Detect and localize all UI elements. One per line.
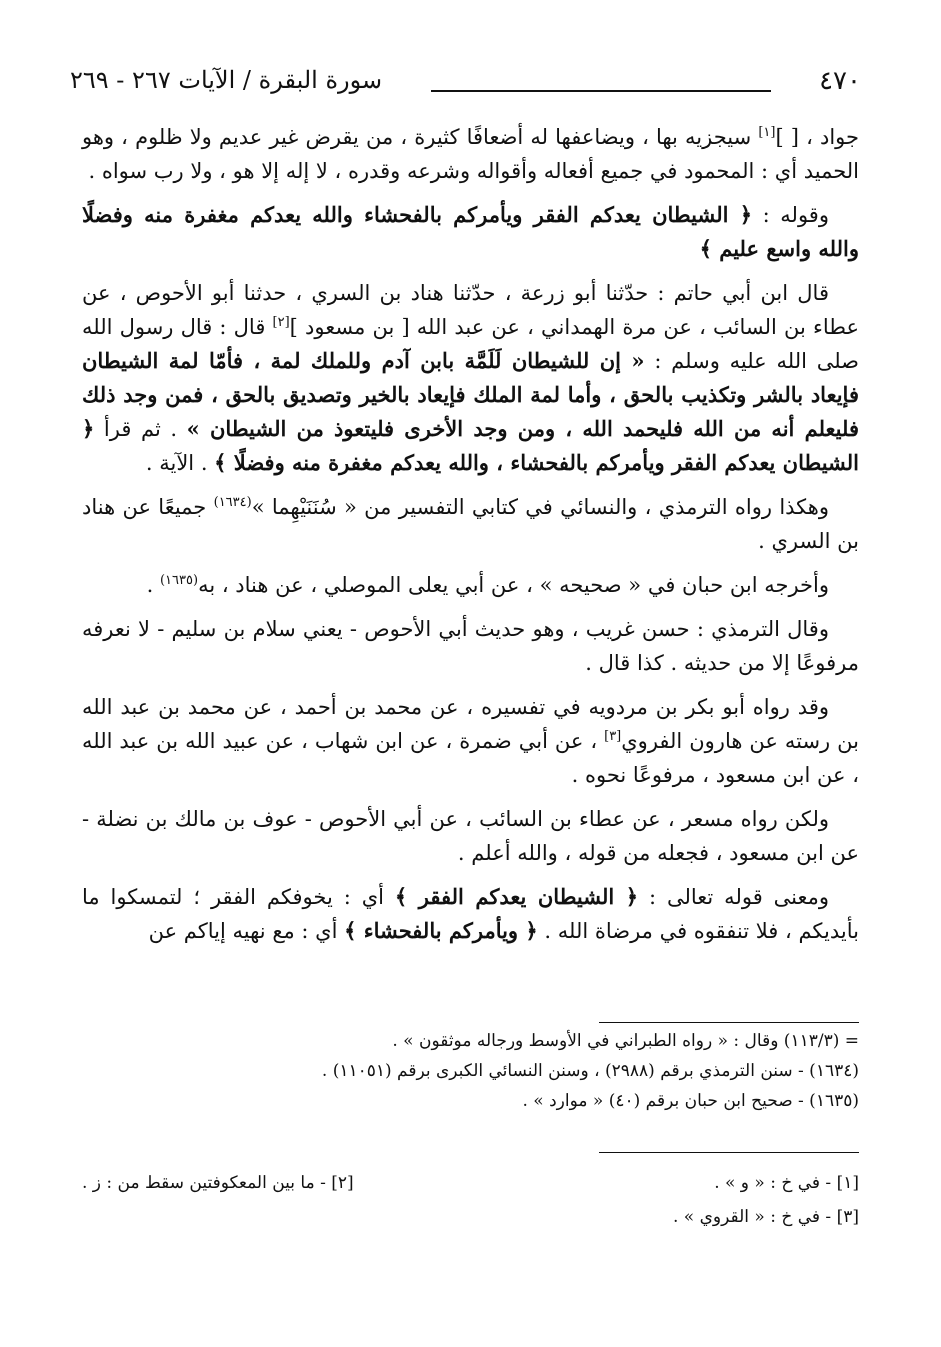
paragraph-7 bbox=[82, 690, 859, 792]
text: ومعنى قوله تعالى : bbox=[638, 885, 830, 909]
quran-verse: ﴿ الشيطان يعدكم الفقر ويأمركم بالفحشاء والله يعدكم مغفرة منه وفضلًا والله واسع عليم ﴾ bbox=[82, 202, 859, 261]
footnote: (١٦٣٤) - سنن الترمذي برقم (٢٩٨٨) ، وسنن النسائي الكبرى برقم (١١٠٥١) . bbox=[321, 1061, 859, 1081]
footnote: [٣] - في خ : « القروي » . bbox=[673, 1207, 859, 1227]
paragraph-6: وقال الترمذي : حسن غريب ، وهو حديث أبي الأحوص - يعني سلام بن سليم - لا نعرفه مرفوعًا إلا من حديثه . كذا قال . bbox=[82, 617, 859, 675]
footnote-ref: (١٦٣٤) bbox=[213, 495, 252, 510]
text: وهكذا رواه الترمذي ، والنسائي في كتابي التفسير من « سُنَنَيْهِما » bbox=[251, 495, 829, 519]
text: قال : قال رسول الله صلى الله عليه وسلم : bbox=[82, 315, 859, 373]
text: ، عن أبي ضمرة ، عن ابن شهاب ، عن عبيد الله بن عبد الله ، عن ابن مسعود ، مرفوعًا نحوه . bbox=[82, 729, 859, 787]
paragraph-2 bbox=[82, 198, 859, 266]
page-number: ٤٧٠ bbox=[819, 66, 861, 96]
footnote: (١٦٣٥) - صحيح ابن حبان برقم (٤٠) « موارد » . bbox=[522, 1091, 859, 1111]
quran-verse: ﴿ ويأمركم بالفحشاء ﴾ bbox=[344, 918, 538, 943]
text: سيجزيه بها ، ويضاعفها له أضعافًا كثيرة ، من يقرض غير عديم ولا ظلوم ، وهو الحميد أي : المحمود في جميع أفعاله وأقواله وشرعه وقدره ، لا إله إلا هو ، ولا رب سواه . bbox=[82, 125, 859, 183]
paragraph-1 bbox=[82, 120, 859, 188]
footnote: [١] - في خ : « و » . bbox=[714, 1173, 859, 1193]
footnote-rule bbox=[599, 1022, 859, 1023]
surah-title: سورة البقرة / الآيات ٢٦٧ - ٢٦٩ bbox=[70, 66, 383, 94]
paragraph-5 bbox=[82, 568, 859, 602]
text: . ثم قرأ bbox=[94, 417, 187, 441]
quran-verse: ﴿ الشيطان يعدكم الفقر ﴾ bbox=[394, 884, 639, 909]
paragraph-8: ولكن رواه مسعر ، عن عطاء بن السائب ، عن أبي الأحوص - عوف بن مالك بن نضلة - عن ابن مسعود ، فجعله من قوله ، والله أعلم . bbox=[82, 807, 859, 865]
text: . bbox=[146, 573, 160, 597]
footnote-ref: (١٦٣٥) bbox=[159, 573, 199, 588]
text: أي : مع نهيه إياكم عن bbox=[148, 919, 345, 943]
footnote-ref: [١] bbox=[758, 125, 776, 140]
text: جواد ، [ ] bbox=[775, 125, 859, 149]
text: قال ابن أبي حاتم : حدّثنا أبو زرعة ، حدّثنا هناد بن السري ، حدثنا أبو الأحوص ، عن عطاء بن السائب ، عن مرة الهمداني ، عن عبد الله [ بن مسعود ] bbox=[82, 281, 859, 339]
text: جميعًا عن هناد بن السري . bbox=[82, 495, 859, 553]
paragraph-4 bbox=[82, 490, 859, 558]
text: وأخرجه ابن حبان في « صحيحه » ، عن أبي يعلى الموصلي ، عن هناد ، به bbox=[198, 573, 829, 597]
text: وقوله : bbox=[752, 203, 829, 227]
footnote-row bbox=[82, 1166, 859, 1200]
bracketed-footnotes bbox=[82, 1166, 859, 1234]
numbered-footnotes bbox=[82, 1026, 859, 1116]
text: . الآية . bbox=[145, 451, 215, 475]
paragraph-3 bbox=[82, 276, 859, 480]
header-rule bbox=[431, 90, 771, 92]
text: وقد رواه أبو بكر بن مردويه في تفسيره ، عن محمد بن أحمد ، عن محمد بن عبد الله بن رسته عن هارون الفروي bbox=[82, 695, 860, 753]
footnote-rule bbox=[599, 1152, 859, 1153]
footnote-ref: [٣] bbox=[604, 729, 622, 744]
quran-verse: ﴿ الشيطان يعدكم الفقر ويأمركم بالفحشاء ، والله يعدكم مغفرة منه وفضلًا ﴾ bbox=[82, 416, 859, 475]
footnote: [٢] - ما بين المعكوفتين سقط من : ز . bbox=[82, 1173, 354, 1193]
main-text bbox=[82, 120, 859, 958]
text: أي : يخوفكم الفقر ؛ لتمسكوا ما بأيديكم ، فلا تنفقوه في مرضاة الله . bbox=[82, 885, 859, 943]
footnote: = (١١٣/٣) وقال : « رواه الطبراني في الأوسط ورجاله موثقون » . bbox=[392, 1031, 859, 1051]
hadith-text: « إن للشيطان لَلَمَّة بابن آدم وللملك لمة ، فأمّا لمة الشيطان فإيعاد بالشر وتكذيب بالحق ، وأما لمة الملك فإيعاد بالخير وتصديق بالحق ، فمن وجد ذلك فليعلم أنه من الله فليحمد الله ، ومن وجد الأخرى فليتعوذ من الشيطان » bbox=[82, 348, 859, 441]
footnote-ref: [٢] bbox=[272, 315, 290, 330]
page-header bbox=[70, 62, 861, 102]
paragraph-9 bbox=[82, 880, 859, 948]
